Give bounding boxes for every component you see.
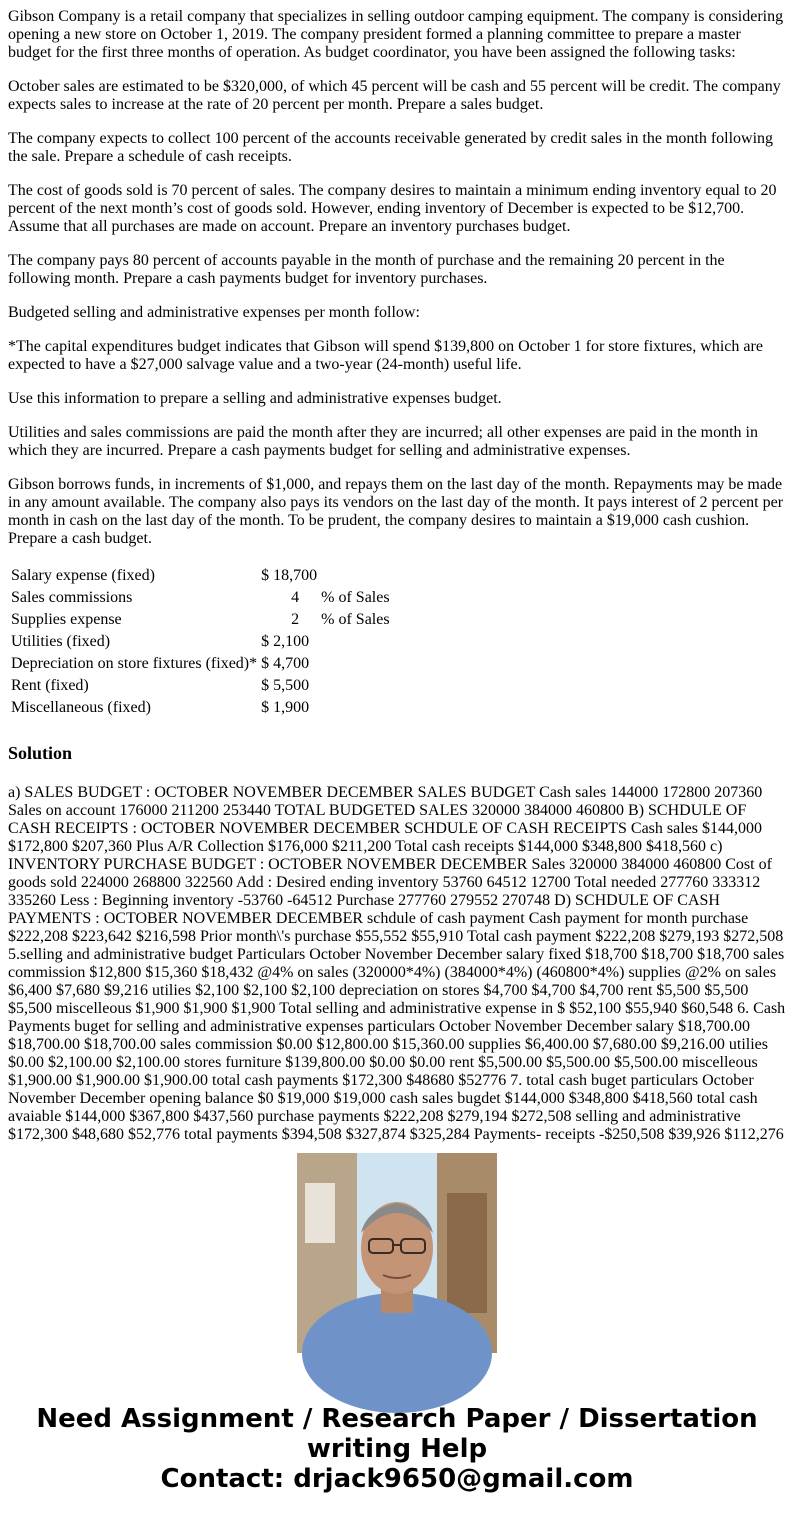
expense-note xyxy=(320,676,390,696)
table-row xyxy=(10,632,391,652)
expense-currency: $ xyxy=(261,677,270,694)
expense-note: % of Sales xyxy=(321,589,390,606)
expenses-intro: Budgeted selling and administrative expenses per month follow: xyxy=(8,304,420,321)
expense-label: Rent (fixed) xyxy=(11,677,89,694)
expense-amount: 2 xyxy=(291,611,300,628)
author-avatar xyxy=(297,1153,497,1353)
expense-label: Sales commissions xyxy=(11,589,133,606)
task-sales-budget: October sales are estimated to be $320,000, of which 45 percent will be cash and 55 percent will be credit. The company expects sales to increase at the rate of 20 percent per month. Prepare a sales budget. xyxy=(8,78,781,113)
footer-line-1: Need Assignment / Research Paper / Dissertation xyxy=(36,1404,758,1434)
footer-line-2: writing Help xyxy=(306,1434,488,1464)
expense-amount: 4 xyxy=(291,589,300,606)
table-row xyxy=(10,654,391,674)
expense-amount: 18,700 xyxy=(273,567,318,584)
expense-currency xyxy=(260,610,270,630)
expense-currency: $ xyxy=(261,567,270,584)
expense-amount: 2,100 xyxy=(273,633,310,650)
expense-label: Salary expense (fixed) xyxy=(11,567,155,584)
table-row xyxy=(10,566,391,586)
expense-label: Utilities (fixed) xyxy=(11,633,111,650)
expense-currency: $ xyxy=(261,633,270,650)
solution-text: a) SALES BUDGET : OCTOBER NOVEMBER DECEMBER SALES BUDGET Cash sales 144000 172800 207360 Sales on account 176000 211200 253440 TOTAL BUDGETED SALES 320000 384000 460800 B) SCHDULE OF CASH RECEIPTS : OCTOBER NOVEMBER DECEMBER SCHDULE OF CASH RECEIPTS Cash sales $144,000 $172,800 $207,360 Plus A/R Collection $176,000 $211,200 Total cash receipts $144,000 $348,800 $418,560 c) INVENTORY PURCHASE BUDGET : OCTOBER NOVEMBER DECEMBER Sales 320000 384000 460800 Cost of goods sold 224000 268800 322560 Add : Desired ending inventory 53760 64512 12700 Total needed 277760 333312 335260 Less : Beginning inventory -53760 -64512 Purchase 277760 279552 270748 D) SCHDULE OF CASH PAYMENTS : OCTOBER NOVEMBER DECEMBER schdule of cash payment Cash payment for month purchase $222,208 $223,642 $216,598 Prior month\'s purchase $55,552 $55,910 Total cash payment $222,208 $279,193 $272,508 5.selling and administrative budget Particulars October November December salary fixed $18,700 $18,700 $18,700 sales commission $12,800 $15,360 $18,432 @4% on sales (320000*4%) (384000*4%) (460800*4%) supplies @2% on sales $6,400 $7,680 $9,216 utilies $2,100 $2,100 $2,100 depreciation on stores $4,700 $4,700 $4,700 rent $5,500 $5,500 $5,500 miscelleous $1,900 $1,900 $1,900 Total selling and administrative expense in $ $52,100 $55,940 $60,548 6. Cash Payments buget for selling and administrative expenses particulars October November December salary $18,700.00 $18,700.00 $18,700.00 sales commission $0.00 $12,800.00 $15,360.00 supplies $6,400.00 $7,680.00 $9,216.00 utilies $0.00 $2,100.00 $2,100.00 stores furniture $139,800.00 $0.00 $0.00 rent $5,500.00 $5,500.00 $5,500.00 miscelleous $1,900.00 $1,900.00 $1,900.00 total cash payments $172,300 $48680 $52776 7. total cash buget particulars October November December opening balance $0 $19,000 $19,000 cash sales bugdet $144,000 $348,800 $418,560 total cash avaiable $144,000 $367,800 $437,560 purchase payments $222,208 $279,194 $272,508 selling and administrative $172,300 $48,680 $52,776 total payments $394,508 $327,874 $325,284 Payments- receipts -$250,508 $39,926 $112,276 xyxy=(8,784,786,1143)
task-selling-admin-payments: Utilities and sales commissions are paid the month after they are incurred; all other expenses are paid in the month in which they are incurred. Prepare a cash payments budget for selling and administrative expenses. xyxy=(8,424,758,459)
task-cash-budget: Gibson borrows funds, in increments of $1,000, and repays them on the last day of the month. Repayments may be made in any amount available. The company also pays its vendors on the last day of the month. It pays interest of 2 percent per month in cash on the last day of the month. To be prudent, the company desires to maintain a $19,000 cash cushion. Prepare a cash budget. xyxy=(8,476,784,547)
table-row xyxy=(10,588,391,608)
expense-note xyxy=(320,632,390,652)
expense-amount: 5,500 xyxy=(273,677,310,694)
table-row xyxy=(10,676,391,696)
table-row xyxy=(10,698,391,718)
expense-note xyxy=(320,698,390,718)
footer-banner xyxy=(0,1404,794,1494)
footer-contact[interactable]: Contact: drjack9650@gmail.com xyxy=(160,1464,634,1494)
task-cash-payments: The company pays 80 percent of accounts payable in the month of purchase and the remaining 20 percent in the following month. Prepare a cash payments budget for inventory purchases. xyxy=(8,252,725,287)
table-row xyxy=(10,610,391,630)
intro-paragraph: Gibson Company is a retail company that specializes in selling outdoor camping equipment. The company is considering opening a new store on October 1, 2019. The company president formed a planning committee to prepare a master budget for the first three months of operation. As budget coordinator, you have been assigned the following tasks: xyxy=(8,8,784,61)
expense-currency: $ xyxy=(261,699,270,716)
expense-note: % of Sales xyxy=(321,611,390,628)
expenses-table xyxy=(8,564,393,720)
expense-amount: 1,900 xyxy=(273,699,310,716)
expense-note xyxy=(320,566,390,586)
expense-note xyxy=(320,654,390,674)
task-inventory-purchases: The cost of goods sold is 70 percent of sales. The company desires to maintain a minimum ending inventory equal to 20 percent of the next month’s cost of goods sold. However, ending inventory of December is expected to be $12,700. Assume that all purchases are made on account. Prepare an inventory purchases budget. xyxy=(8,182,777,235)
avatar-portrait-icon xyxy=(297,1153,497,1353)
expense-amount: 4,700 xyxy=(273,655,310,672)
expense-label: Miscellaneous (fixed) xyxy=(11,699,151,716)
capital-expenditures-note: *The capital expenditures budget indicates that Gibson will spend $139,800 on October 1 for store fixtures, which are expected to have a $27,000 salvage value and a two-year (24-month) useful life. xyxy=(8,338,763,373)
expense-label: Depreciation on store fixtures (fixed)* xyxy=(11,655,258,672)
expense-currency xyxy=(260,588,270,608)
solution-heading: Solution xyxy=(8,743,73,763)
task-cash-receipts: The company expects to collect 100 percent of the accounts receivable generated by credit sales in the month following the sale. Prepare a schedule of cash receipts. xyxy=(8,130,774,165)
expense-label: Supplies expense xyxy=(11,611,122,628)
expense-currency: $ xyxy=(261,655,270,672)
task-selling-admin-budget: Use this information to prepare a selling and administrative expenses budget. xyxy=(8,390,502,407)
